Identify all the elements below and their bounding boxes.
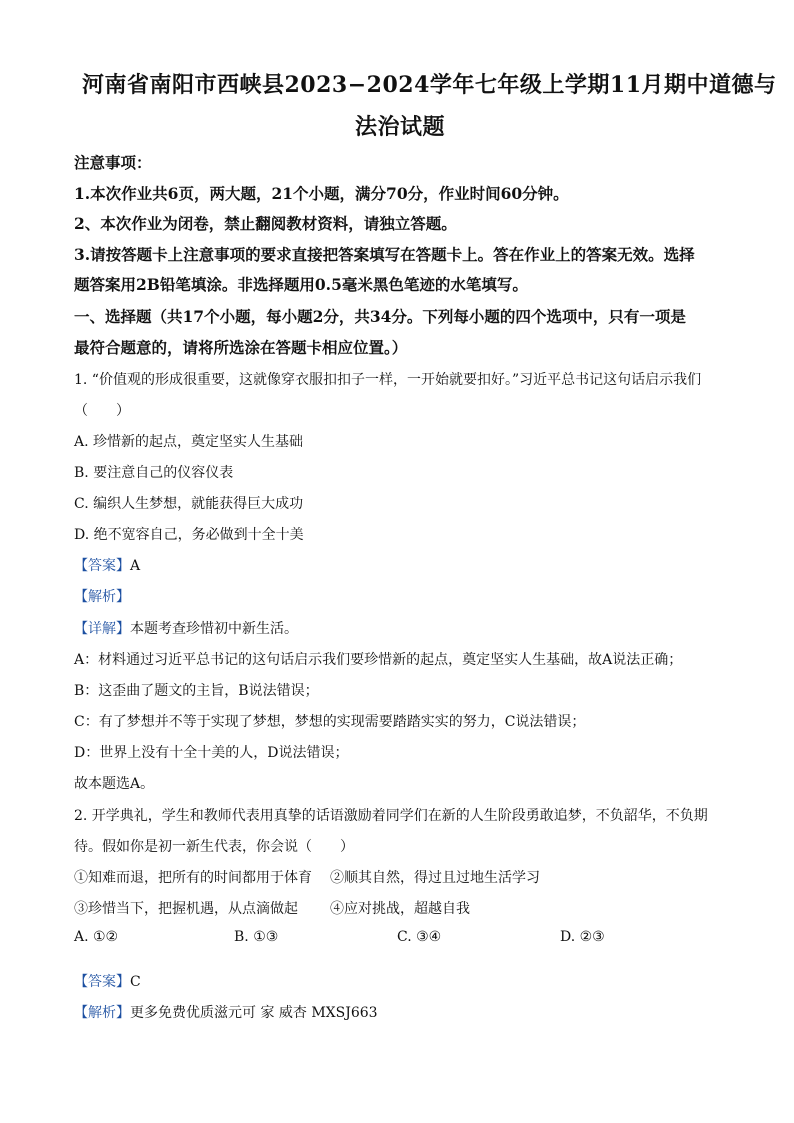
q2-stem-line1: 2. 开学典礼，学生和教师代表用真挚的话语激励着同学们在新的人生阶段勇敢追梦，不负韶华，不负期: [74, 808, 708, 824]
q2-item-4: ④应对挑战，超越自我: [330, 901, 470, 917]
q2-option-d: D. ②③: [560, 929, 605, 945]
notes-item-2: 2、本次作业为闭卷，禁止翻阅教材资料，请独立答题。: [74, 214, 457, 233]
q1-detail: [74, 618, 298, 638]
notes-item-1: 1.本次作业共6页，两大题，21个小题，满分70分，作业时间60分钟。: [74, 184, 569, 203]
q1-analysis-tag: 【解析】: [74, 589, 130, 605]
q2-option-c: C. ③④: [397, 929, 442, 945]
q2-option-a: A. ①②: [74, 929, 119, 945]
q2-answer-value: C: [130, 974, 141, 990]
q2-item-3: ③珍惜当下，把握机遇，从点滴做起: [74, 901, 298, 917]
q2-analysis-text: 更多免费优质滋元可 家 威杏 MXSJ663: [130, 1005, 378, 1021]
q2-item-1: ①知难而退，把所有的时间都用于体育: [74, 870, 312, 886]
doc-title-line2: 法治试题: [355, 114, 446, 140]
notes-heading: 注意事项：: [74, 153, 152, 172]
doc-title-line1: 河南省南阳市西峡县2023−2024学年七年级上学期11月期中道德与: [82, 72, 777, 98]
q2-item-2: ②顺其自然，得过且过地生活学习: [330, 870, 540, 886]
q2-stem-line2: 待。假如你是初一新生代表，你会说（ ）: [74, 839, 354, 855]
q2-answer: [74, 971, 141, 991]
section1-heading-line1: 一、选择题（共17个小题，每小题2分，共34分。下列每小题的四个选项中，只有一项是: [74, 307, 686, 326]
q1-explanation-c: C：有了梦想并不等于实现了梦想，梦想的实现需要踏踏实实的努力，C说法错误；: [74, 714, 586, 730]
q1-explanation-a: A：材料通过习近平总书记的这句话启示我们要珍惜新的起点，奠定坚实人生基础，故A说法正确；: [74, 652, 683, 668]
q1-stem-line1: 1. “价值观的形成很重要，这就像穿衣服扣扣子一样，一开始就要扣好。”习近平总书记这句话启示我们: [74, 372, 702, 388]
notes-item-3-line2: 题答案用2B铅笔填涂。非选择题用0.5毫米黑色笔迹的水笔填写。: [74, 275, 528, 294]
answer-tag: 【答案】: [74, 558, 130, 574]
q1-option-b: B. 要注意自己的仪容仪表: [74, 465, 234, 481]
q2-analysis: [74, 1002, 378, 1022]
q1-answer: [74, 555, 140, 575]
notes-item-3-line1: 3.请按答题卡上注意事项的要求直接把答案填写在答题卡上。答在作业上的答案无效。选择: [74, 245, 695, 264]
q1-explanation-d: D：世界上没有十全十美的人，D说法错误；: [74, 745, 349, 761]
q1-answer-value: A: [130, 558, 141, 574]
section1-heading-line2: 最符合题意的，请将所选涂在答题卡相应位置。）: [74, 338, 408, 357]
q1-detail-text: 本题考查珍惜初中新生活。: [130, 621, 298, 637]
q2-option-b: B. ①③: [234, 929, 279, 945]
analysis-tag: 【解析】: [74, 1005, 130, 1021]
q1-option-d: D. 绝不宽容自己，务必做到十全十美: [74, 527, 304, 543]
q1-stem-line2: （ ）: [74, 403, 130, 419]
answer-tag: 【答案】: [74, 974, 130, 990]
detail-tag: 【详解】: [74, 621, 130, 637]
q1-conclusion: 故本题选A。: [74, 776, 155, 792]
q1-option-a: A. 珍惜新的起点，奠定坚实人生基础: [74, 434, 304, 450]
q1-explanation-b: B：这歪曲了题文的主旨，B说法错误；: [74, 683, 319, 699]
q1-option-c: C. 编织人生梦想，就能获得巨大成功: [74, 496, 304, 512]
